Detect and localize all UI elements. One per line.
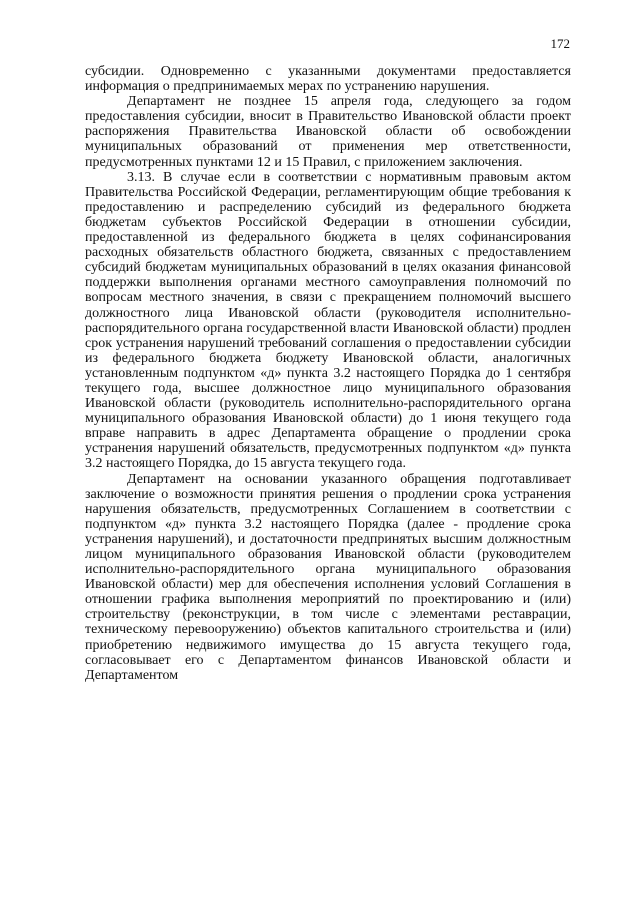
paragraph-clause-3-13: 3.13. В случае если в соответствии с нормативным правовым актом Правительства Российской Федерации, регламентирующим общие требования к предоставлению и распределению субсидий из федерального бюджета бюджетам субъектов Российской Федерации в отношении субсидии, предоставленной из федерального бюджета в целях софинансирования расходных обязательств областного бюджета, связанных с предоставлением субсидий бюджетам муниципальных образований в целях оказания финансовой поддержки выполнения органами местного самоуправления полномочий по вопросам местного значения, в связи с прекращением полномочий высшего должностного лица Ивановской области (руководителя исполнительно-распорядительного органа государственной власти Ивановской области) продлен срок устранения нарушений требований соглашения о предоставлении субсидии из федерального бюджета бюджету Ивановской области, аналогичных установленным подпунктом «д» пункта 3.2 настоящего Порядка до 1 сентября текущего года, высшее должностное лицо муниципального образования Ивановской области (руководитель исполнительно-распорядительного органа муниципального образования Ивановской области) до 1 июня текущего года вправе направить в адрес Департамента обращение о продлении срока устранения нарушений обязательств, предусмотренных подпунктом «д» пункта 3.2 настоящего Порядка, до 15 августа текущего года.: [85, 169, 571, 472]
paragraph-department-deadline: Департамент не позднее 15 апреля года, следующего за годом предоставления субсидии, вносит в Правительство Ивановской области проект распоряжения Правительства Ивановской области об освобождении муниципальных образований от применения мер ответственности, предусмотренных пунктами 12 и 15 Правил, с приложением заключения.: [85, 94, 571, 170]
paragraph-continuation: субсидии. Одновременно с указанными документами предоставляется информация о предпринимаемых мерах по устранению нарушения.: [85, 64, 571, 95]
paragraph-department-conclusion: Департамент на основании указанного обращения подготавливает заключение о возможности принятия решения о продлении срока устранения нарушения обязательств, предусмотренных Соглашением в соответствии с подпунктом «д» пункта 3.2 настоящего Порядка (далее - продление срока устранения нарушений), и достаточности предпринятых высшим должностным лицом муниципального образования Ивановской области (руководителем исполнительно-распорядительного органа муниципального образования Ивановской области) мер для обеспечения исполнения условий Соглашения в отношении графика выполнения мероприятий по проектированию и (или) строительству (реконструкции, в том числе с элементами реставрации, техническому перевооружению) объектов капитального строительства и (или) приобретению недвижимого имущества до 15 августа текущего года, согласовывает его с Департаментом финансов Ивановской области и Департаментом: [85, 471, 571, 683]
document-body: [85, 64, 571, 683]
page-number: 172: [550, 36, 570, 51]
